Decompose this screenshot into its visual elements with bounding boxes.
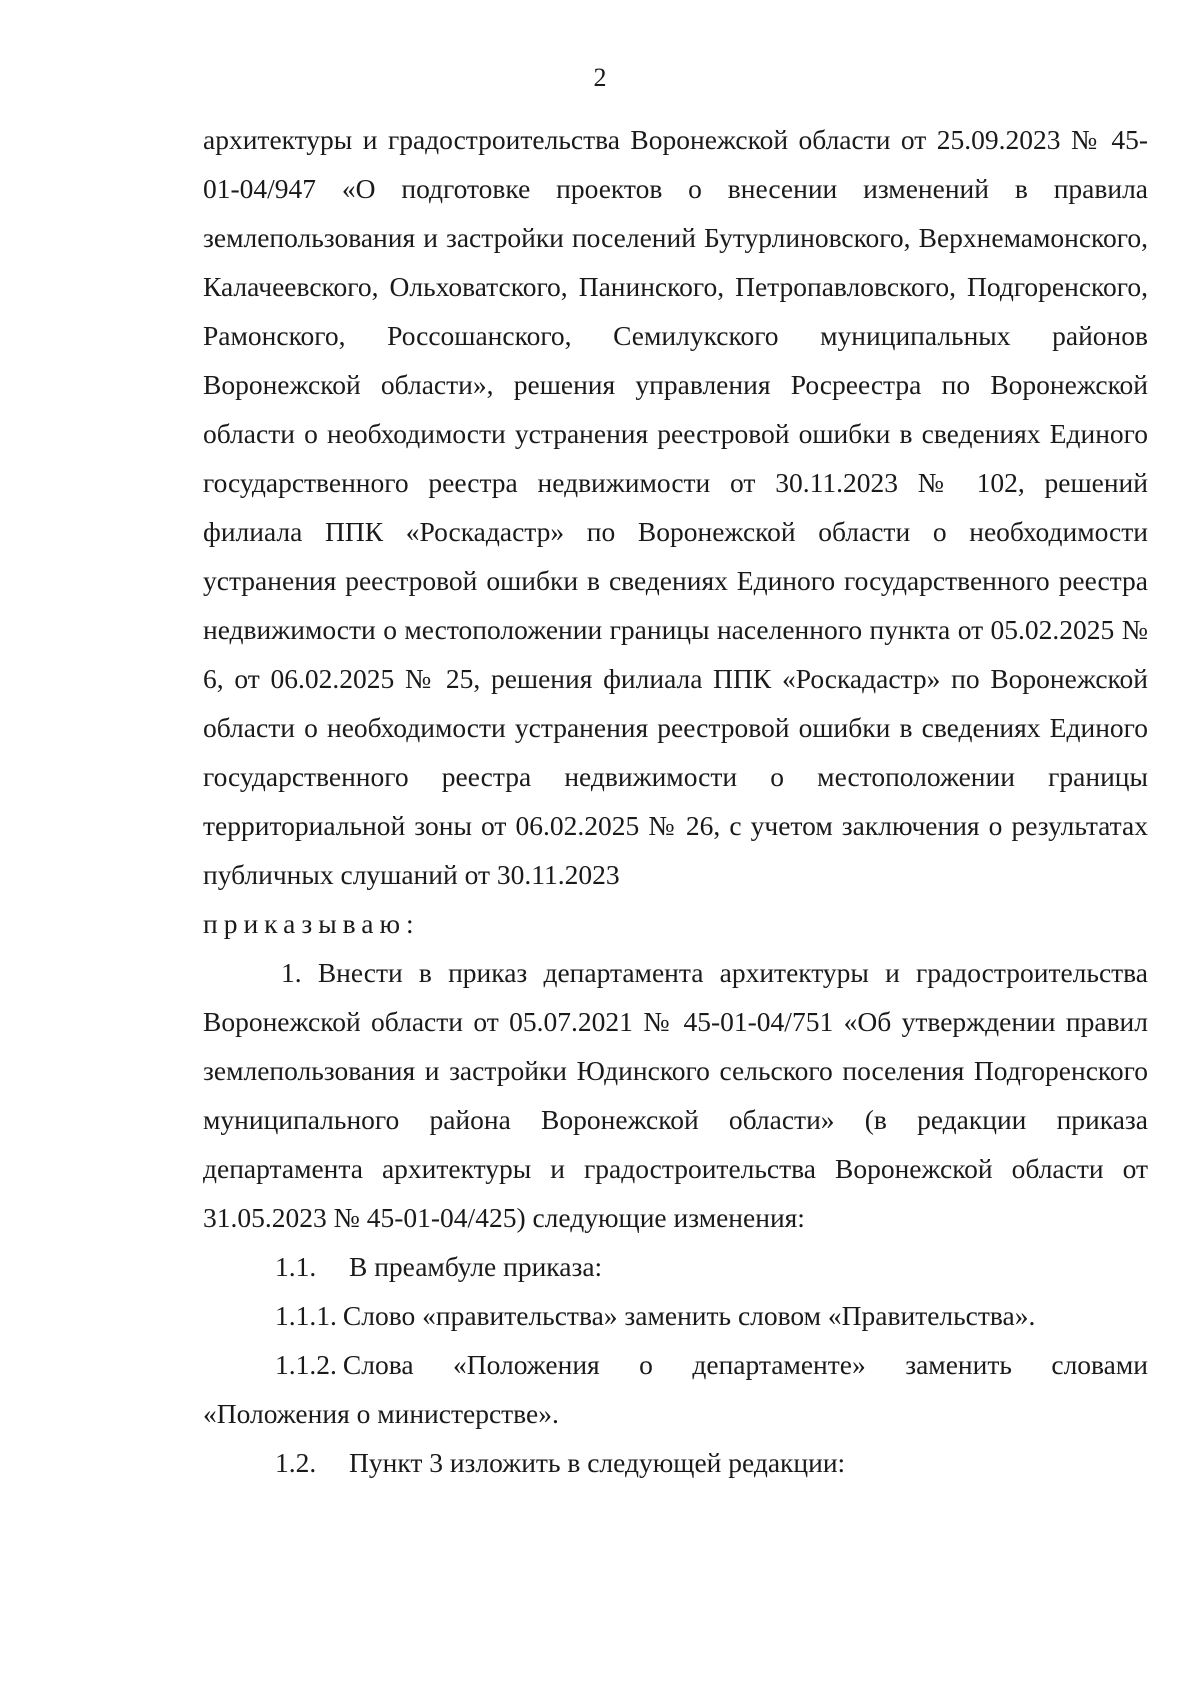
document-body xyxy=(203,115,1148,1487)
item-1-1-1-number: 1.1.1. xyxy=(275,1300,337,1331)
item-1-1-text: В преамбуле приказа: xyxy=(349,1251,603,1282)
page-number: 2 xyxy=(593,63,607,92)
order-word: приказываю: xyxy=(203,908,420,939)
item-1-1-2-number: 1.1.2. xyxy=(275,1349,337,1380)
preamble-paragraph: архитектуры и градостроительства Воронежской области от 25.09.2023 № 45-01-04/947 «О подготовке проектов о внесении изменений в правила землепользования и застройки поселений Бутурлиновского, Верхнемамонского, Калачеевского, Ольховатского, Панинского, Петропавловского, Подгоренского, Рамонского, Россошанского, Семилукского муниципальных районов Воронежской области», решения управления Росреестра по Воронежской области о необходимости устранения реестровой ошибки в сведениях Единого государственного реестра недвижимости от 30.11.2023 № 102, решений филиала ППК «Роскадастр» по Воронежской области о необходимости устранения реестровой ошибки в сведениях Единого государственного реестра недвижимости о местоположении границы населенного пункта от 05.02.2025 № 6, от 06.02.2025 № 25, решения филиала ППК «Роскадастр» по Воронежской области о необходимости устранения реестровой ошибки в сведениях Единого государственного реестра недвижимости о местоположении границы территориальной зоны от 06.02.2025 № 26, с учетом заключения о результатах публичных слушаний от 30.11.2023 xyxy=(203,124,1148,890)
item-1-paragraph: 1. Внести в приказ департамента архитектуры и градостроительства Воронежской области от 05.07.2021 № 45-01-04/751 «Об утверждении правил землепользования и застройки Юдинского сельского поселения Подгоренского муниципального района Воронежской области» (в редакции приказа департамента архитектуры и градостроительства Воронежской области от 31.05.2023 № 45-01-04/425) следующие изменения: xyxy=(203,957,1148,1233)
item-1-1-number: 1.1. xyxy=(275,1251,317,1282)
item-1-2-text: Пункт 3 изложить в следующей редакции: xyxy=(349,1447,846,1478)
item-1-1 xyxy=(203,1242,1148,1291)
item-1-1-2-continuation: «Положения о министерстве». xyxy=(203,1398,559,1429)
item-1-1-1-text: Слово «правительства» заменить словом «Правительства». xyxy=(342,1300,1036,1331)
item-1-2-number: 1.2. xyxy=(275,1447,317,1478)
item-1-1-1 xyxy=(203,1291,1148,1340)
item-1-2 xyxy=(203,1438,1148,1487)
item-1-1-2 xyxy=(203,1340,1148,1389)
item-1-1-2-text: Слова «Положения о департаменте» заменить словами xyxy=(342,1349,1148,1380)
